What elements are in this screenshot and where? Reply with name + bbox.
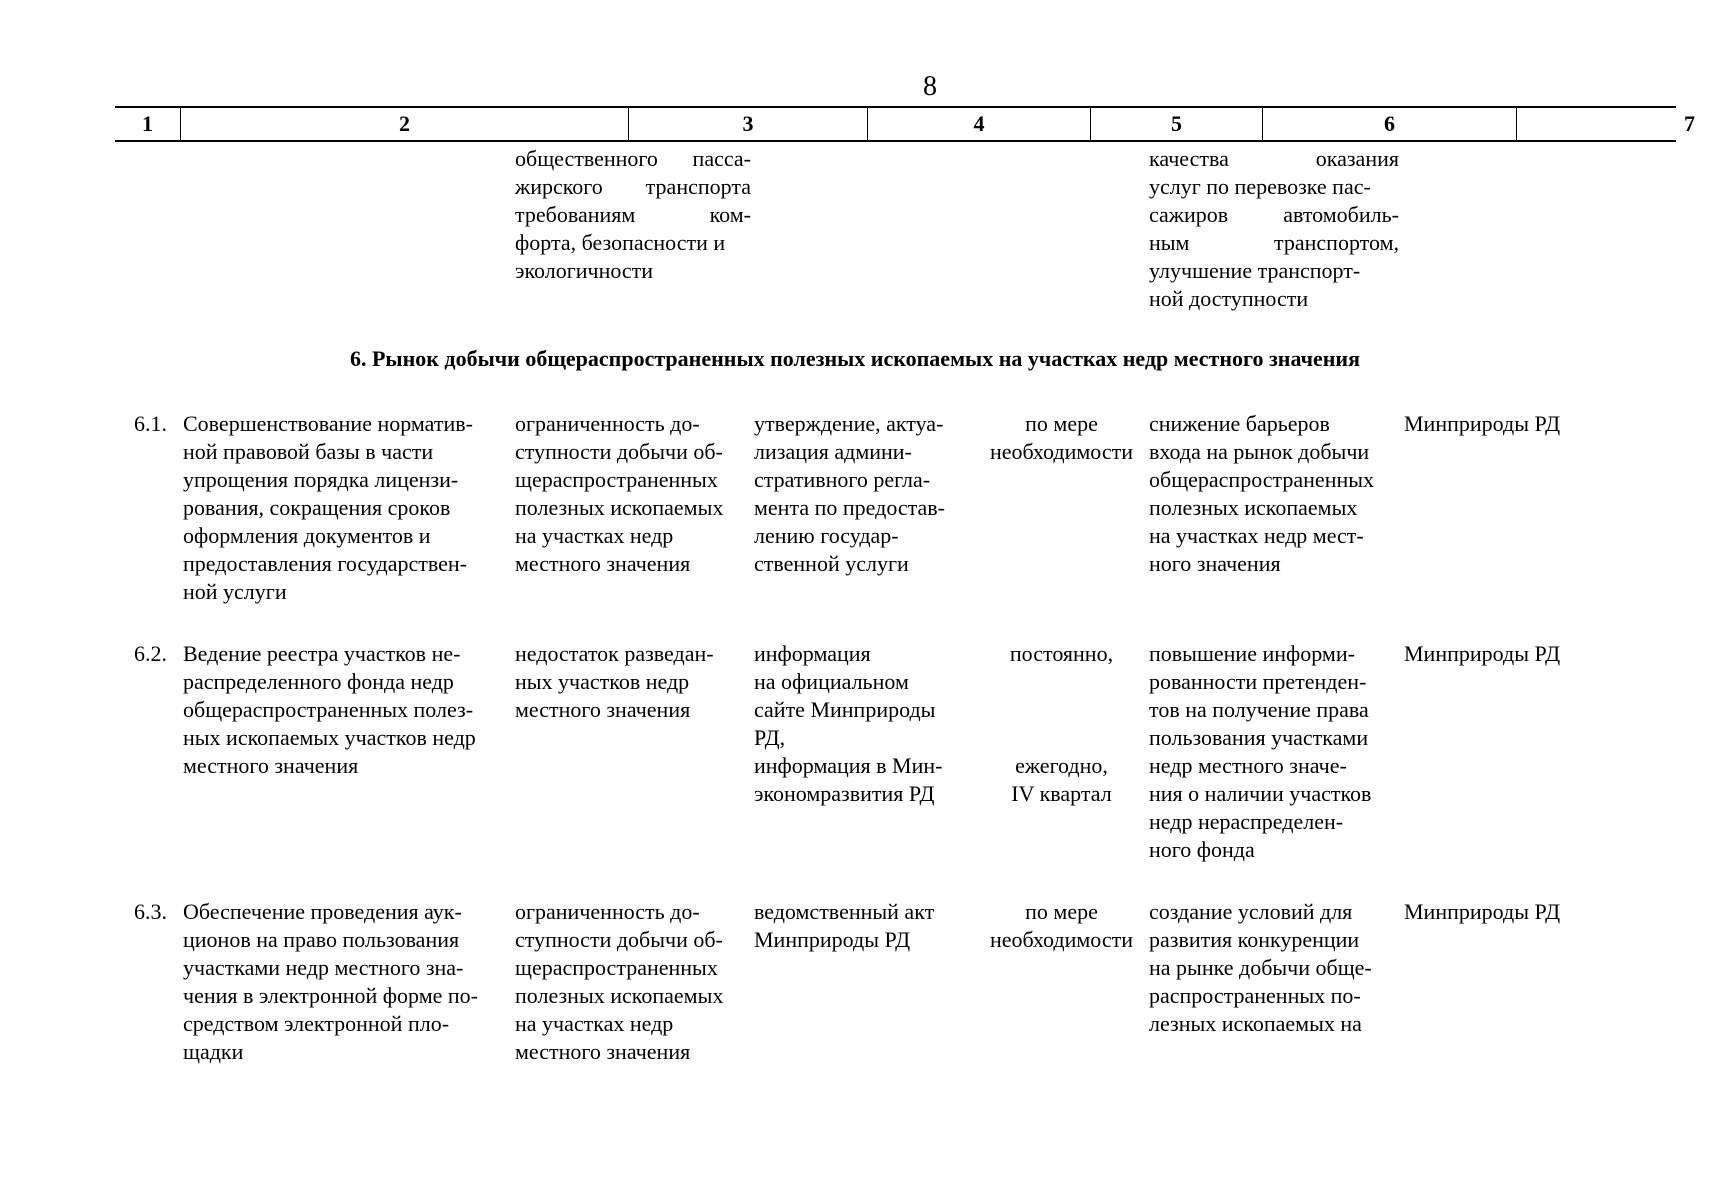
text-line: ной правовой базы в части [183, 439, 434, 464]
text-line: предоставления государствен- [183, 551, 467, 576]
row-col6 [1149, 640, 1399, 864]
text-line: мента по предостав- [754, 495, 945, 520]
text-line: ведомственный акт [754, 899, 935, 924]
text-line: ограниченность до- [515, 411, 700, 436]
text-line: пользования участками [1149, 725, 1369, 750]
row-col4 [754, 898, 974, 954]
text-line: щадки [183, 1039, 244, 1064]
section-title: 6. Рынок добычи общераспространенных полезных ископаемых на участках недр местного значения [349, 346, 1361, 371]
header-col-3: 3 [742, 111, 754, 136]
text-line: местного значения [515, 1039, 691, 1064]
row-col4 [754, 640, 974, 808]
text-line: ного фонда [1149, 837, 1255, 862]
text-line: РД, [754, 725, 786, 750]
text-line: общественного пасса- [515, 146, 751, 171]
text-line: лезных ископаемых на [1149, 1011, 1362, 1036]
row-col3 [515, 898, 751, 1066]
text-line: на официальном [754, 669, 909, 694]
text-line: тов на получение права [1149, 697, 1369, 722]
text-line: на участках недр [515, 523, 674, 548]
text-line-part: ным [1149, 230, 1190, 255]
text-line: ной услуги [183, 579, 287, 604]
text-line: Минприроды РД [754, 927, 911, 952]
text-line: упрощения порядка лицензи- [183, 467, 459, 492]
header-col-5: 5 [1171, 111, 1182, 136]
text-line: IV квартал [1011, 781, 1112, 806]
text-line: чения в электронной форме по- [183, 983, 478, 1008]
row-col6 [1149, 898, 1399, 1038]
text-line: ного значения [1149, 551, 1281, 576]
page-number: 8 [923, 71, 937, 102]
text-line [1149, 145, 1399, 173]
header-col-1: 1 [142, 111, 153, 136]
text-line: участками недр местного зна- [183, 955, 464, 980]
text-line [1149, 201, 1399, 229]
text-line: ступности добычи об- [515, 927, 723, 952]
text-line: ступности добычи об- [515, 439, 723, 464]
text-line: щераспространенных [515, 955, 718, 980]
text-line: информация [754, 641, 871, 666]
text-line: повышение информи- [1149, 641, 1355, 666]
text-line: средством электронной пло- [183, 1011, 450, 1036]
row-col5 [976, 898, 1147, 954]
row-number: 6.1. [134, 411, 167, 436]
text-line: на участках недр [515, 1011, 674, 1036]
row-col7: Минприроды РД [1404, 899, 1561, 924]
text-line: экономразвития РД [754, 781, 935, 806]
text-line: ния о наличии участков [1149, 781, 1372, 806]
text-line-part: транспортом, [1274, 230, 1399, 255]
text-line: оформления документов и [183, 523, 431, 548]
text-line: общераспространенных [1149, 467, 1375, 492]
text-line: постоянно, [1009, 641, 1114, 666]
table-header-row [115, 106, 1695, 142]
text-line: жирского транспорта [515, 174, 751, 199]
row-col2 [183, 410, 513, 606]
row-number: 6.2. [134, 641, 167, 666]
text-line: на рынке добычи обще- [1149, 955, 1372, 980]
text-line: Ведение реестра участков не- [183, 641, 461, 666]
text-line: входа на рынок добычи [1149, 439, 1370, 464]
text-line-part: требованиям [515, 202, 636, 227]
row-col3 [515, 410, 751, 578]
text-line-part: оказания [1315, 146, 1399, 171]
text-line [515, 201, 751, 229]
text-line: форта, безопасности и [515, 230, 726, 255]
header-col-6: 6 [1384, 111, 1395, 136]
text-line: необходимости [989, 927, 1133, 952]
text-line: щераспространенных [515, 467, 718, 492]
text-line: по мере [1025, 411, 1098, 436]
text-line: экологичности [515, 258, 654, 283]
row-col4 [754, 410, 974, 578]
row-col5-schedule [976, 752, 1147, 808]
text-line: общераспространенных полез- [183, 697, 474, 722]
text-line: по мере [1025, 899, 1098, 924]
row-number: 6.3. [134, 899, 167, 924]
text-line: услуг по перевозке пас- [1149, 174, 1371, 199]
text-line: улучшение транспорт- [1149, 258, 1361, 283]
text-line: создание условий для [1149, 899, 1353, 924]
text-line: Обеспечение проведения аук- [183, 899, 462, 924]
text-line: ной доступности [1149, 286, 1309, 311]
text-line: утверждение, актуа- [754, 411, 944, 436]
row-col6 [1149, 410, 1399, 578]
text-line: стративного регла- [754, 467, 931, 492]
text-line: на участках недр мест- [1149, 523, 1364, 548]
text-line: местного значения [515, 697, 691, 722]
header-col-4: 4 [973, 111, 985, 136]
text-line: сайте Минприроды [754, 697, 936, 722]
text-line-part: ком- [709, 202, 751, 227]
text-line: полезных ископаемых [515, 495, 724, 520]
text-line: недостаток разведан- [515, 641, 714, 666]
row-col5 [976, 410, 1147, 466]
text-line: рования, сокращения сроков [183, 495, 451, 520]
text-line-part: качества [1149, 146, 1229, 171]
text-line: ных участков недр [515, 669, 690, 694]
text-line: ных ископаемых участков недр [183, 725, 476, 750]
text-line [1149, 229, 1399, 257]
header-col-2: 2 [399, 111, 410, 136]
text-line: недр нераспределен- [1149, 809, 1344, 834]
header-col-7: 7 [1684, 111, 1695, 136]
text-line: информация в Мин- [754, 753, 943, 778]
text-line: лению государ- [754, 523, 899, 548]
row-col2 [183, 898, 513, 1066]
text-line: полезных ископаемых [1149, 495, 1358, 520]
text-line: необходимости [989, 439, 1133, 464]
text-line: ственной услуги [754, 551, 909, 576]
text-line: местного значения [515, 551, 691, 576]
row-col7: Минприроды РД [1404, 641, 1561, 666]
continuation-col3 [515, 145, 751, 285]
text-line: Совершенствование норматив- [183, 411, 473, 436]
text-line: снижение барьеров [1149, 411, 1330, 436]
continuation-col6 [1149, 145, 1399, 313]
row-col2 [183, 640, 513, 780]
row-col7: Минприроды РД [1404, 411, 1561, 436]
row-col3 [515, 640, 751, 724]
text-line-part: сажиров [1149, 202, 1229, 227]
text-line: ежегодно, [1015, 753, 1108, 778]
text-line-part: автомобиль- [1283, 202, 1399, 227]
text-line: лизация админи- [754, 439, 912, 464]
text-line: распространенных по- [1149, 983, 1361, 1008]
text-line: недр местного значе- [1149, 753, 1347, 778]
text-line: рованности претенден- [1149, 669, 1367, 694]
text-line: распределенного фонда недр [183, 669, 454, 694]
text-line: местного значения [183, 753, 359, 778]
row-col5-frequency [976, 640, 1147, 668]
text-line: полезных ископаемых [515, 983, 724, 1008]
text-line: ограниченность до- [515, 899, 700, 924]
text-line: ционов на право пользования [183, 927, 460, 952]
text-line: развития конкуренции [1149, 927, 1360, 952]
